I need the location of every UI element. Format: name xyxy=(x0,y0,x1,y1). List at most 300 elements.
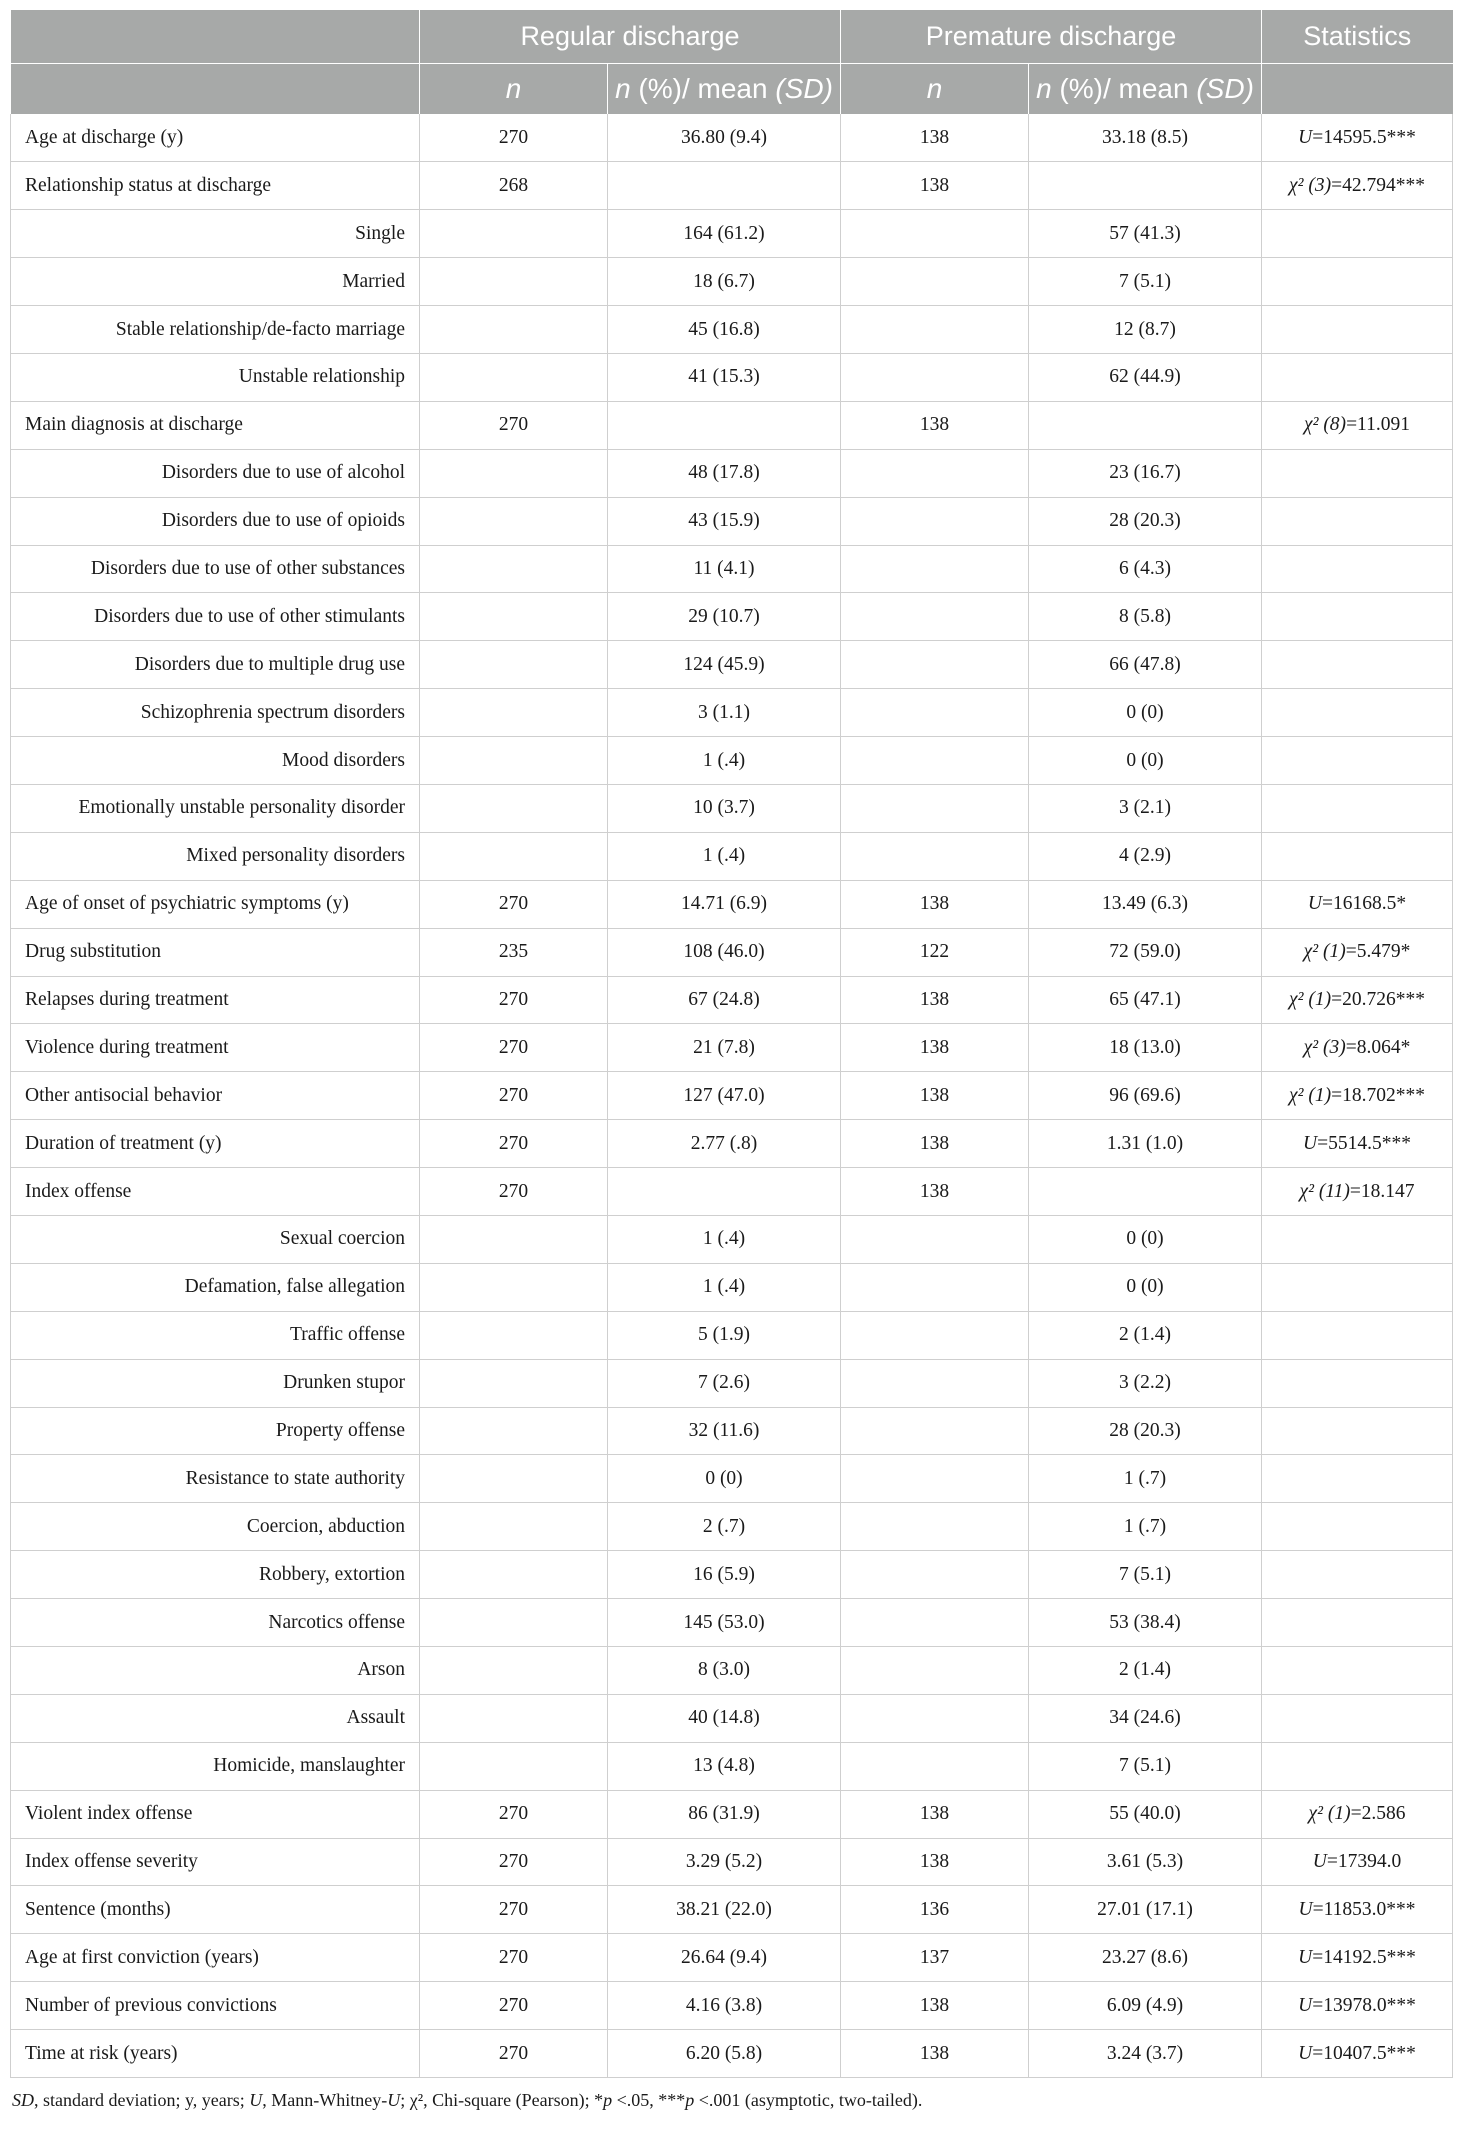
premature-n xyxy=(841,1359,1029,1407)
footnote-text: ; χ², Chi-square (Pearson); * xyxy=(400,2090,604,2111)
row-label: Time at risk (years) xyxy=(11,2030,420,2078)
premature-n: 122 xyxy=(841,928,1029,976)
table-row xyxy=(11,737,1453,785)
statistic-value xyxy=(1262,353,1453,401)
table-row xyxy=(11,1024,1453,1072)
premature-n xyxy=(841,1455,1029,1503)
regular-value: 108 (46.0) xyxy=(608,928,841,976)
regular-value: 43 (15.9) xyxy=(608,497,841,545)
premature-value: 23 (16.7) xyxy=(1029,449,1262,497)
regular-n xyxy=(420,784,608,832)
statistic-symbol: χ² (1) xyxy=(1303,941,1346,963)
premature-value: 7 (5.1) xyxy=(1029,1551,1262,1599)
row-label: Violence during treatment xyxy=(11,1024,420,1072)
premature-n xyxy=(841,832,1029,880)
row-label: Traffic offense xyxy=(11,1311,420,1359)
table-row xyxy=(11,1790,1453,1838)
row-label: Robbery, extortion xyxy=(11,1551,420,1599)
premature-n xyxy=(841,449,1029,497)
row-label: Property offense xyxy=(11,1407,420,1455)
header-premature-value xyxy=(1029,64,1262,115)
row-label: Disorders due to use of other stimulants xyxy=(11,593,420,641)
premature-n xyxy=(841,1694,1029,1742)
header-regular-value xyxy=(608,64,841,115)
header-regular-n: n xyxy=(420,64,608,115)
regular-n: 270 xyxy=(420,401,608,449)
regular-n: 268 xyxy=(420,162,608,210)
regular-value: 1 (.4) xyxy=(608,1215,841,1263)
statistic-result: =11853.0*** xyxy=(1312,1898,1416,1920)
regular-n: 270 xyxy=(420,1024,608,1072)
premature-n xyxy=(841,1742,1029,1790)
regular-n xyxy=(420,1647,608,1695)
statistic-result: =16168.5* xyxy=(1321,893,1407,915)
regular-n xyxy=(420,1263,608,1311)
regular-n: 270 xyxy=(420,1120,608,1168)
regular-n xyxy=(420,258,608,306)
statistic-symbol: χ² (1) xyxy=(1308,1803,1351,1825)
statistic-value xyxy=(1262,1120,1453,1168)
premature-n: 138 xyxy=(841,880,1029,928)
premature-n: 138 xyxy=(841,114,1029,162)
statistic-value xyxy=(1262,1934,1453,1982)
statistic-symbol: χ² (8) xyxy=(1304,414,1347,436)
premature-n xyxy=(841,593,1029,641)
premature-n xyxy=(841,1311,1029,1359)
statistic-value xyxy=(1262,880,1453,928)
regular-value: 3 (1.1) xyxy=(608,689,841,737)
statistic-symbol: U xyxy=(1312,1851,1327,1872)
header-premature: Premature discharge xyxy=(841,10,1262,64)
premature-n xyxy=(841,1407,1029,1455)
row-label: Schizophrenia spectrum disorders xyxy=(11,689,420,737)
statistic-value xyxy=(1262,1647,1453,1695)
premature-n: 138 xyxy=(841,976,1029,1024)
table-row xyxy=(11,1934,1453,1982)
regular-n xyxy=(420,497,608,545)
regular-value: 1 (.4) xyxy=(608,737,841,785)
premature-value: 3.61 (5.3) xyxy=(1029,1838,1262,1886)
table-row xyxy=(11,1215,1453,1263)
premature-value: 18 (13.0) xyxy=(1029,1024,1262,1072)
premature-n xyxy=(841,1215,1029,1263)
statistic-value xyxy=(1262,2030,1453,2078)
premature-n: 138 xyxy=(841,1120,1029,1168)
statistic-symbol: U xyxy=(1307,893,1322,915)
regular-n xyxy=(420,1455,608,1503)
regular-n: 270 xyxy=(420,1790,608,1838)
premature-n xyxy=(841,1263,1029,1311)
regular-value: 127 (47.0) xyxy=(608,1072,841,1120)
regular-n xyxy=(420,353,608,401)
premature-value: 53 (38.4) xyxy=(1029,1599,1262,1647)
premature-n xyxy=(841,737,1029,785)
row-label: Drunken stupor xyxy=(11,1359,420,1407)
row-label: Age of onset of psychiatric symptoms (y) xyxy=(11,880,420,928)
table-row xyxy=(11,497,1453,545)
regular-n xyxy=(420,641,608,689)
table-row xyxy=(11,1311,1453,1359)
row-label: Coercion, abduction xyxy=(11,1503,420,1551)
statistic-result: =20.726*** xyxy=(1331,988,1425,1010)
premature-value: 3 (2.1) xyxy=(1029,784,1262,832)
table-row xyxy=(11,1503,1453,1551)
regular-value: 48 (17.8) xyxy=(608,449,841,497)
regular-n: 270 xyxy=(420,2030,608,2078)
row-label: Age at discharge (y) xyxy=(11,114,420,162)
table-row xyxy=(11,1742,1453,1790)
premature-n xyxy=(841,784,1029,832)
regular-value: 41 (15.3) xyxy=(608,353,841,401)
table-row xyxy=(11,1407,1453,1455)
premature-value xyxy=(1029,162,1262,210)
regular-n: 270 xyxy=(420,1934,608,1982)
premature-value: 1 (.7) xyxy=(1029,1503,1262,1551)
statistic-symbol: χ² (1) xyxy=(1289,988,1332,1010)
premature-value: 13.49 (6.3) xyxy=(1029,880,1262,928)
regular-n: 270 xyxy=(420,1072,608,1120)
regular-value xyxy=(608,1168,841,1216)
regular-n xyxy=(420,1551,608,1599)
row-label: Main diagnosis at discharge xyxy=(11,401,420,449)
row-label: Relapses during treatment xyxy=(11,976,420,1024)
premature-value: 6 (4.3) xyxy=(1029,545,1262,593)
statistic-result: =10407.5*** xyxy=(1312,2042,1416,2064)
premature-n: 138 xyxy=(841,401,1029,449)
premature-n: 136 xyxy=(841,1886,1029,1934)
regular-n: 270 xyxy=(420,1886,608,1934)
statistic-value xyxy=(1262,449,1453,497)
regular-value: 2 (.7) xyxy=(608,1503,841,1551)
regular-value: 86 (31.9) xyxy=(608,1790,841,1838)
regular-n xyxy=(420,832,608,880)
footnote-sd: SD xyxy=(12,2090,34,2111)
row-label: Index offense xyxy=(11,1168,420,1216)
regular-n xyxy=(420,737,608,785)
statistic-symbol: U xyxy=(1298,1994,1313,2016)
statistic-value xyxy=(1262,1168,1453,1216)
statistic-value xyxy=(1262,1982,1453,2030)
premature-n: 138 xyxy=(841,1024,1029,1072)
premature-n xyxy=(841,497,1029,545)
table-body xyxy=(11,114,1453,2078)
statistic-symbol: χ² (3) xyxy=(1303,1036,1346,1058)
regular-value: 1 (.4) xyxy=(608,832,841,880)
footnote-u: U xyxy=(249,2090,263,2111)
regular-value: 1 (.4) xyxy=(608,1263,841,1311)
table-row xyxy=(11,449,1453,497)
statistic-value xyxy=(1262,497,1453,545)
header-blank-3 xyxy=(1262,64,1453,115)
premature-value: 6.09 (4.9) xyxy=(1029,1982,1262,2030)
regular-value: 38.21 (22.0) xyxy=(608,1886,841,1934)
statistic-result: =17394.0 xyxy=(1326,1851,1402,1872)
header-blank xyxy=(11,10,420,64)
premature-value: 27.01 (17.1) xyxy=(1029,1886,1262,1934)
premature-value: 57 (41.3) xyxy=(1029,210,1262,258)
premature-value: 1 (.7) xyxy=(1029,1455,1262,1503)
premature-value: 7 (5.1) xyxy=(1029,258,1262,306)
table-row xyxy=(11,832,1453,880)
statistic-symbol: U xyxy=(1303,1132,1318,1154)
table-row xyxy=(11,1455,1453,1503)
statistic-symbol: χ² (3) xyxy=(1289,174,1332,196)
row-label: Sexual coercion xyxy=(11,1215,420,1263)
regular-n: 270 xyxy=(420,114,608,162)
statistic-value xyxy=(1262,258,1453,306)
regular-n xyxy=(420,1359,608,1407)
table-row xyxy=(11,928,1453,976)
header-premature-n: n xyxy=(841,64,1029,115)
regular-value: 164 (61.2) xyxy=(608,210,841,258)
regular-value: 26.64 (9.4) xyxy=(608,1934,841,1982)
premature-value: 0 (0) xyxy=(1029,1263,1262,1311)
premature-value: 34 (24.6) xyxy=(1029,1694,1262,1742)
premature-value: 1.31 (1.0) xyxy=(1029,1120,1262,1168)
premature-n xyxy=(841,689,1029,737)
regular-n xyxy=(420,689,608,737)
header-sd: (SD) xyxy=(775,73,833,104)
statistic-value xyxy=(1262,1455,1453,1503)
statistic-value xyxy=(1262,689,1453,737)
statistic-value xyxy=(1262,1072,1453,1120)
table-row xyxy=(11,401,1453,449)
table-row xyxy=(11,976,1453,1024)
row-label: Resistance to state authority xyxy=(11,1455,420,1503)
statistic-value xyxy=(1262,210,1453,258)
regular-n xyxy=(420,545,608,593)
premature-n xyxy=(841,1647,1029,1695)
statistic-value xyxy=(1262,1215,1453,1263)
row-label: Other antisocial behavior xyxy=(11,1072,420,1120)
row-label: Narcotics offense xyxy=(11,1599,420,1647)
regular-value: 4.16 (3.8) xyxy=(608,1982,841,2030)
table-row xyxy=(11,784,1453,832)
regular-value: 5 (1.9) xyxy=(608,1311,841,1359)
statistic-symbol: U xyxy=(1298,1946,1313,1968)
table-row xyxy=(11,1120,1453,1168)
premature-n xyxy=(841,353,1029,401)
regular-n xyxy=(420,1407,608,1455)
premature-value: 7 (5.1) xyxy=(1029,1742,1262,1790)
regular-value: 45 (16.8) xyxy=(608,306,841,354)
statistic-symbol: U xyxy=(1298,126,1313,148)
statistic-value xyxy=(1262,1694,1453,1742)
statistic-value xyxy=(1262,641,1453,689)
statistic-value xyxy=(1262,1024,1453,1072)
header-regular: Regular discharge xyxy=(420,10,841,64)
regular-value: 7 (2.6) xyxy=(608,1359,841,1407)
premature-value: 2 (1.4) xyxy=(1029,1311,1262,1359)
table-row xyxy=(11,689,1453,737)
premature-n xyxy=(841,258,1029,306)
statistic-result: =14595.5*** xyxy=(1312,126,1416,148)
premature-value: 0 (0) xyxy=(1029,689,1262,737)
statistic-symbol: U xyxy=(1298,1898,1313,1920)
table-row xyxy=(11,641,1453,689)
regular-value: 145 (53.0) xyxy=(608,1599,841,1647)
row-label: Number of previous convictions xyxy=(11,1982,420,2030)
row-label: Age at first conviction (years) xyxy=(11,1934,420,1982)
statistic-value xyxy=(1262,832,1453,880)
statistic-value xyxy=(1262,1407,1453,1455)
regular-value: 67 (24.8) xyxy=(608,976,841,1024)
regular-value: 124 (45.9) xyxy=(608,641,841,689)
premature-value: 28 (20.3) xyxy=(1029,497,1262,545)
statistic-result: =18.147 xyxy=(1349,1180,1415,1202)
table-row xyxy=(11,1263,1453,1311)
regular-n xyxy=(420,1311,608,1359)
premature-n: 138 xyxy=(841,1838,1029,1886)
results-table xyxy=(10,10,1453,2078)
footnote-text: <.05, *** xyxy=(612,2090,686,2111)
table-row xyxy=(11,353,1453,401)
row-label: Sentence (months) xyxy=(11,1886,420,1934)
premature-value: 12 (8.7) xyxy=(1029,306,1262,354)
row-label: Disorders due to use of alcohol xyxy=(11,449,420,497)
statistic-value xyxy=(1262,1742,1453,1790)
regular-value: 0 (0) xyxy=(608,1455,841,1503)
statistic-result: =13978.0*** xyxy=(1312,1994,1416,2016)
premature-n xyxy=(841,545,1029,593)
premature-value: 0 (0) xyxy=(1029,737,1262,785)
row-label: Defamation, false allegation xyxy=(11,1263,420,1311)
footnote-text: , standard deviation; y, years; xyxy=(34,2090,250,2111)
statistic-value xyxy=(1262,593,1453,641)
statistic-value xyxy=(1262,162,1453,210)
premature-value: 72 (59.0) xyxy=(1029,928,1262,976)
row-label: Duration of treatment (y) xyxy=(11,1120,420,1168)
premature-value xyxy=(1029,1168,1262,1216)
premature-n xyxy=(841,1503,1029,1551)
regular-value: 2.77 (.8) xyxy=(608,1120,841,1168)
statistic-value xyxy=(1262,1503,1453,1551)
statistic-value xyxy=(1262,1359,1453,1407)
premature-value xyxy=(1029,401,1262,449)
regular-value: 36.80 (9.4) xyxy=(608,114,841,162)
regular-n: 270 xyxy=(420,1982,608,2030)
regular-n xyxy=(420,210,608,258)
regular-n xyxy=(420,306,608,354)
regular-value: 18 (6.7) xyxy=(608,258,841,306)
header-pct-mean: (%)/ mean xyxy=(1051,73,1197,104)
statistic-symbol: χ² (1) xyxy=(1289,1084,1332,1106)
regular-n xyxy=(420,1599,608,1647)
statistic-value xyxy=(1262,545,1453,593)
premature-n: 138 xyxy=(841,162,1029,210)
regular-value: 29 (10.7) xyxy=(608,593,841,641)
statistic-result: =18.702*** xyxy=(1331,1084,1425,1106)
regular-n xyxy=(420,449,608,497)
regular-n xyxy=(420,1215,608,1263)
table-row xyxy=(11,306,1453,354)
statistic-value xyxy=(1262,928,1453,976)
premature-n: 138 xyxy=(841,1790,1029,1838)
row-label: Index offense severity xyxy=(11,1838,420,1886)
statistic-value xyxy=(1262,1599,1453,1647)
row-label: Violent index offense xyxy=(11,1790,420,1838)
row-label: Unstable relationship xyxy=(11,353,420,401)
regular-value: 32 (11.6) xyxy=(608,1407,841,1455)
table-row xyxy=(11,1886,1453,1934)
table-row xyxy=(11,1982,1453,2030)
regular-value: 6.20 (5.8) xyxy=(608,2030,841,2078)
header-n-italic: n xyxy=(615,73,631,104)
statistic-result: =5.479* xyxy=(1345,941,1411,963)
footnote-p: p xyxy=(685,2090,695,2111)
premature-value: 62 (44.9) xyxy=(1029,353,1262,401)
header-statistics: Statistics xyxy=(1262,10,1453,64)
premature-value: 55 (40.0) xyxy=(1029,1790,1262,1838)
statistic-value xyxy=(1262,1263,1453,1311)
table-row xyxy=(11,2030,1453,2078)
statistic-value xyxy=(1262,114,1453,162)
premature-n xyxy=(841,641,1029,689)
footnote-text: , Mann-Whitney- xyxy=(262,2090,388,2111)
table-row xyxy=(11,880,1453,928)
regular-n: 270 xyxy=(420,1838,608,1886)
row-label: Single xyxy=(11,210,420,258)
statistic-value xyxy=(1262,1551,1453,1599)
statistic-result: =42.794*** xyxy=(1331,174,1425,196)
premature-value: 4 (2.9) xyxy=(1029,832,1262,880)
premature-n: 138 xyxy=(841,1168,1029,1216)
regular-value: 10 (3.7) xyxy=(608,784,841,832)
table-row xyxy=(11,1647,1453,1695)
row-label: Emotionally unstable personality disorder xyxy=(11,784,420,832)
statistic-value xyxy=(1262,401,1453,449)
row-label: Disorders due to multiple drug use xyxy=(11,641,420,689)
premature-n xyxy=(841,306,1029,354)
table-row xyxy=(11,1168,1453,1216)
row-label: Assault xyxy=(11,1694,420,1742)
regular-value: 13 (4.8) xyxy=(608,1742,841,1790)
regular-n: 270 xyxy=(420,880,608,928)
row-label: Homicide, manslaughter xyxy=(11,1742,420,1790)
regular-value: 11 (4.1) xyxy=(608,545,841,593)
statistic-value xyxy=(1262,306,1453,354)
row-label: Mixed personality disorders xyxy=(11,832,420,880)
premature-value: 8 (5.8) xyxy=(1029,593,1262,641)
row-label: Married xyxy=(11,258,420,306)
statistic-value xyxy=(1262,976,1453,1024)
regular-value xyxy=(608,162,841,210)
table-row xyxy=(11,114,1453,162)
regular-value: 40 (14.8) xyxy=(608,1694,841,1742)
regular-value: 21 (7.8) xyxy=(608,1024,841,1072)
statistic-result: =8.064* xyxy=(1345,1036,1411,1058)
premature-value: 28 (20.3) xyxy=(1029,1407,1262,1455)
statistic-value xyxy=(1262,737,1453,785)
table-container xyxy=(10,10,1452,2111)
table-row xyxy=(11,258,1453,306)
table-row xyxy=(11,545,1453,593)
row-label: Drug substitution xyxy=(11,928,420,976)
statistic-value xyxy=(1262,784,1453,832)
header-blank-2 xyxy=(11,64,420,115)
regular-n xyxy=(420,1694,608,1742)
premature-n xyxy=(841,210,1029,258)
row-label: Stable relationship/de-facto marriage xyxy=(11,306,420,354)
premature-n xyxy=(841,1599,1029,1647)
premature-value: 3.24 (3.7) xyxy=(1029,2030,1262,2078)
statistic-symbol: χ² (11) xyxy=(1299,1180,1350,1202)
footnote-u: U xyxy=(387,2090,401,2111)
statistic-symbol: U xyxy=(1298,2042,1313,2064)
table-row xyxy=(11,593,1453,641)
table-row xyxy=(11,1694,1453,1742)
footnote-text: <.001 (asymptotic, two-tailed). xyxy=(694,2090,923,2111)
